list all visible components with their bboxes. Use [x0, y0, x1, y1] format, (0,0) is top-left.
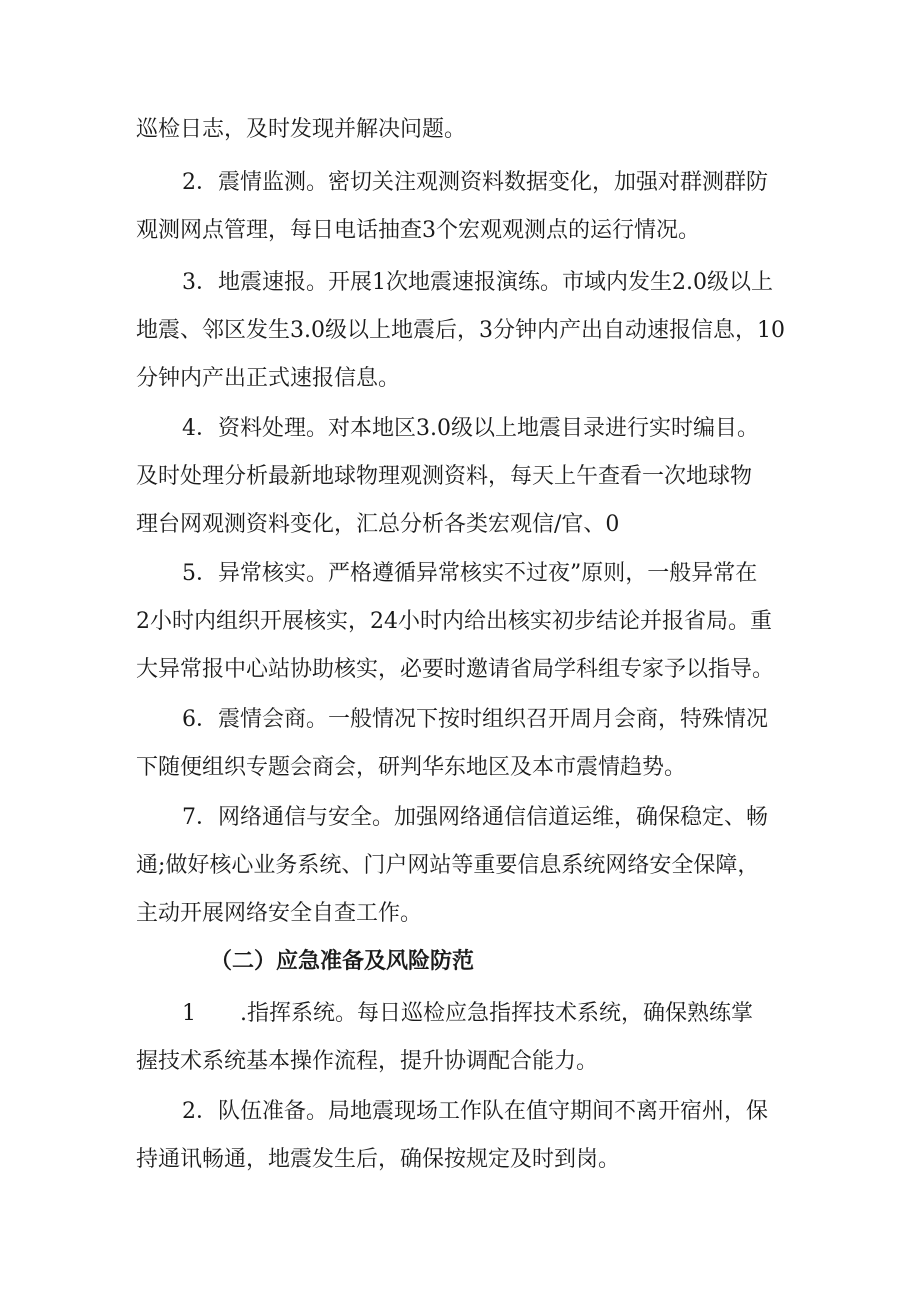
- paragraph-line: 理台网观测资料变化，汇总分析各类宏观信/官、0: [136, 512, 620, 537]
- paragraph-line: 7．网络通信与安全。加强网络通信信道运维，确保稳定、畅: [182, 805, 768, 830]
- paragraph-line: 及时处理分析最新地球物理观测资料，每天上午查看一次地球物: [136, 464, 753, 489]
- paragraph-line: 2小时内组织开展核实，24小时内给出核实初步结论并报省局。重: [136, 609, 772, 634]
- paragraph-line: 分钟内产出正式速报信息。: [136, 366, 401, 391]
- paragraph-line: 2．震情监测。密切关注观测资料数据变化，加强对群测群防: [182, 170, 768, 195]
- paragraph-line: 通;做好核心业务系统、门户网站等重要信息系统网络安全保障，: [136, 853, 760, 878]
- paragraph-line: 巡检日志，及时发现并解决问题。: [136, 117, 467, 142]
- paragraph-line: 握技术系统基本操作流程，提升协调配合能力。: [136, 1049, 599, 1074]
- paragraph-line: 1 .指挥系统。每日巡检应急指挥技术系统，确保熟练掌: [182, 1001, 753, 1026]
- paragraph-line: 主动开展网络安全自查工作。: [136, 901, 423, 926]
- paragraph-line: 6．震情会商。一般情况下按时组织召开周月会商，特殊情况: [182, 707, 768, 732]
- section-heading: （二）应急准备及风险防范: [210, 948, 475, 974]
- paragraph-line: 大异常报中心站协助核实，必要时邀请省局学科组专家予以指导。: [136, 657, 775, 682]
- paragraph-line: 2．队伍准备。局地震现场工作队在值守期间不离开宿州，保: [182, 1099, 768, 1124]
- paragraph-line: 5．异常核实。严格遵循异常核实不过夜”原则，一般异常在: [182, 561, 758, 586]
- paragraph-line: 4．资料处理。对本地区3.0级以上地震目录进行实时编目。: [182, 416, 759, 441]
- paragraph-line: 3．地震速报。开展1次地震速报演练。市域内发生2.0级以上: [182, 270, 773, 295]
- paragraph-line: 观测网点管理，每日电话抽查3个宏观观测点的运行情况。: [136, 218, 700, 243]
- paragraph-line: 持通讯畅通，地震发生后，确保按规定及时到岗。: [136, 1147, 621, 1172]
- paragraph-line: 下随便组织专题会商会，研判华东地区及本市震情趋势。: [136, 755, 687, 780]
- paragraph-line: 地震、邻区发生3.0级以上地震后，3分钟内产出自动速报信息，10: [136, 318, 785, 343]
